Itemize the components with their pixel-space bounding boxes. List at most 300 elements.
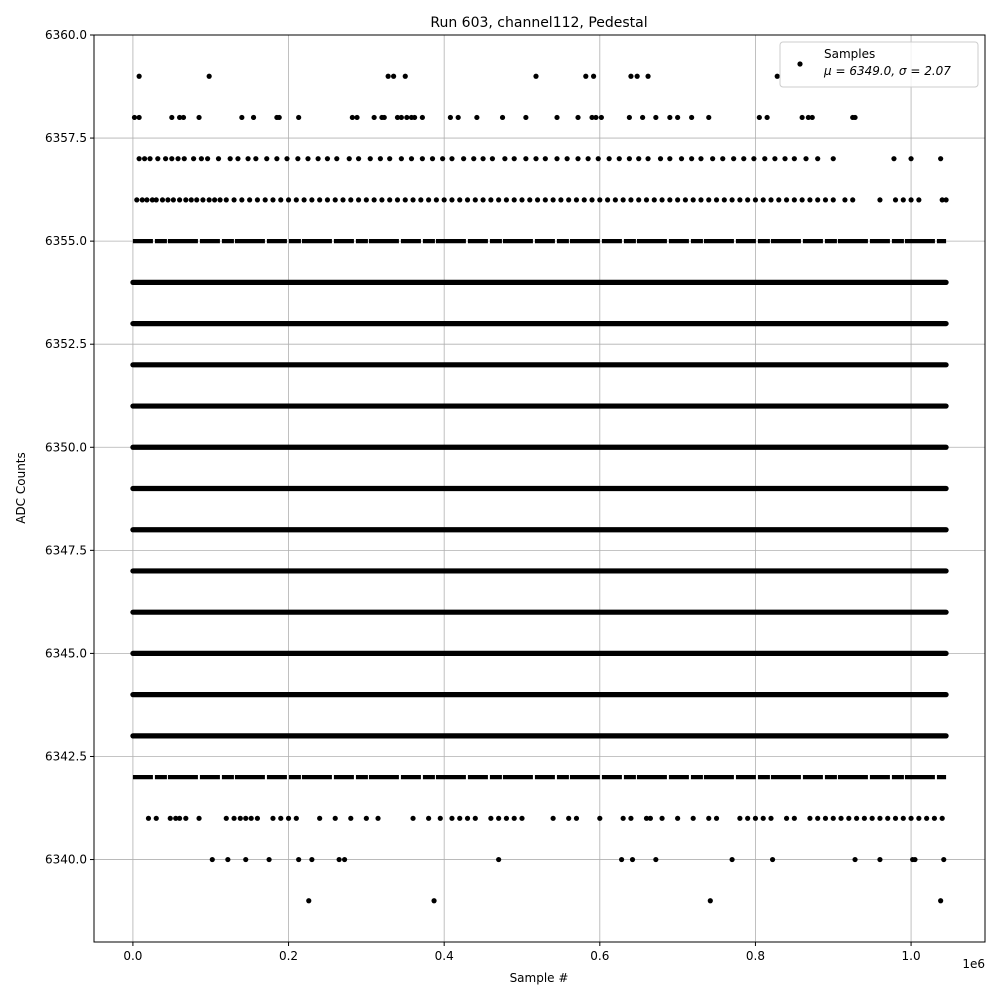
scatter-point: [356, 197, 361, 202]
scatter-point: [270, 816, 275, 821]
scatter-point: [165, 197, 170, 202]
scatter-point: [852, 857, 857, 862]
scatter-point: [350, 115, 355, 120]
scatter-point: [181, 115, 186, 120]
scatter-point: [543, 156, 548, 161]
scatter-point: [708, 898, 713, 903]
scatter-point: [217, 197, 222, 202]
scatter-point: [182, 156, 187, 161]
scatter-point: [597, 197, 602, 202]
scatter-point: [916, 816, 921, 821]
scatter-point: [640, 115, 645, 120]
scatter-point: [761, 816, 766, 821]
scatter-point: [784, 816, 789, 821]
scatter-point: [140, 197, 145, 202]
scatter-point: [412, 115, 417, 120]
scatter-point: [500, 115, 505, 120]
y-tick-label: 6340.0: [45, 852, 87, 867]
scatter-point: [901, 197, 906, 202]
scatter-point: [142, 156, 147, 161]
scatter-point: [296, 857, 301, 862]
scatter-point: [426, 197, 431, 202]
x-tick-label: 0.0: [123, 949, 143, 963]
scatter-point: [382, 115, 387, 120]
scatter-point: [368, 156, 373, 161]
scatter-point: [596, 156, 601, 161]
scatter-point: [264, 156, 269, 161]
scatter-point: [706, 816, 711, 821]
scatter-point: [309, 197, 314, 202]
scatter-point: [519, 816, 524, 821]
scatter-point: [199, 156, 204, 161]
scatter-point: [294, 816, 299, 821]
scatter-point: [333, 197, 338, 202]
scatter-point: [431, 898, 436, 903]
scatter-point: [644, 197, 649, 202]
scatter-point: [325, 156, 330, 161]
scatter-point: [908, 816, 913, 821]
scatter-point: [658, 156, 663, 161]
scatter-point: [776, 197, 781, 202]
scatter-point: [591, 74, 596, 79]
scatter-point: [325, 197, 330, 202]
scatter-point: [277, 115, 282, 120]
scatter-point: [775, 74, 780, 79]
scatter-point: [305, 156, 310, 161]
scatter-point: [762, 156, 767, 161]
scatter-point: [741, 156, 746, 161]
scatter-point: [753, 816, 758, 821]
scatter-point: [395, 197, 400, 202]
scatter-point: [554, 156, 559, 161]
scatter-point: [659, 197, 664, 202]
scatter-point: [706, 115, 711, 120]
scatter-point: [243, 816, 248, 821]
scatter-point: [488, 816, 493, 821]
scatter-point: [410, 816, 415, 821]
scatter-point: [243, 857, 248, 862]
scatter-point: [253, 156, 258, 161]
scatter-point: [266, 857, 271, 862]
scatter-point: [877, 197, 882, 202]
scatter-point: [792, 816, 797, 821]
scatter-point: [691, 197, 696, 202]
scatter-point: [231, 816, 236, 821]
scatter-point: [605, 197, 610, 202]
scatter-point: [191, 156, 196, 161]
scatter-point: [354, 115, 359, 120]
y-axis-label: ADC Counts: [14, 452, 28, 524]
scatter-point: [870, 816, 875, 821]
x-tick-label: 0.8: [745, 949, 765, 963]
scatter-point: [683, 197, 688, 202]
scatter-point: [348, 197, 353, 202]
scatter-point: [691, 816, 696, 821]
scatter-point: [286, 197, 291, 202]
scatter-point: [815, 156, 820, 161]
scatter-point: [877, 857, 882, 862]
scatter-point: [770, 857, 775, 862]
scatter-point: [177, 197, 182, 202]
scatter-point: [438, 816, 443, 821]
scatter-point: [722, 197, 727, 202]
scatter-point: [912, 857, 917, 862]
scatter-point: [426, 816, 431, 821]
scatter-point: [714, 197, 719, 202]
scatter-point: [387, 156, 392, 161]
scatter-point: [348, 816, 353, 821]
scatter-point: [375, 816, 380, 821]
scatter-point: [387, 197, 392, 202]
scatter-point: [302, 197, 307, 202]
scatter-point: [409, 156, 414, 161]
scatter-point: [137, 74, 142, 79]
scatter-point: [523, 115, 528, 120]
scatter-point: [784, 197, 789, 202]
scatter-point: [877, 816, 882, 821]
scatter-point: [255, 816, 260, 821]
scatter-point: [745, 197, 750, 202]
scatter-point: [175, 156, 180, 161]
scatter-point: [558, 197, 563, 202]
scatter-point: [496, 816, 501, 821]
scatter-point: [523, 156, 528, 161]
scatter-point: [621, 816, 626, 821]
x-tick-label: 0.2: [278, 949, 299, 963]
y-tick-label: 6345.0: [45, 646, 87, 661]
scatter-point: [575, 156, 580, 161]
scatter-point: [449, 156, 454, 161]
scatter-point: [144, 197, 149, 202]
scatter-point: [519, 197, 524, 202]
scatter-point: [842, 197, 847, 202]
scatter-point: [379, 197, 384, 202]
legend-series-name: Samples: [824, 47, 876, 61]
scatter-point: [442, 197, 447, 202]
scatter-point: [582, 197, 587, 202]
scatter-point: [205, 156, 210, 161]
scatter-point: [316, 156, 321, 161]
scatter-point: [586, 156, 591, 161]
scatter-point: [823, 816, 828, 821]
scatter-point: [372, 115, 377, 120]
scatter-point: [667, 197, 672, 202]
scatter-point: [850, 197, 855, 202]
scatter-point: [943, 197, 948, 202]
scatter-point: [566, 197, 571, 202]
scatter-point: [247, 197, 252, 202]
scatter-point: [364, 816, 369, 821]
scatter-point: [761, 197, 766, 202]
scatter-point: [757, 115, 762, 120]
scatter-point: [619, 857, 624, 862]
scatter-point: [675, 197, 680, 202]
scatter-point: [480, 197, 485, 202]
scatter-point: [132, 115, 137, 120]
scatter-point: [792, 156, 797, 161]
scatter-point: [255, 197, 260, 202]
scatter-point: [386, 74, 391, 79]
scatter-point: [364, 197, 369, 202]
scatter-point: [807, 816, 812, 821]
scatter-point: [420, 115, 425, 120]
scatter-point: [648, 816, 653, 821]
scatter-point: [177, 816, 182, 821]
scatter-point: [800, 115, 805, 120]
scatter-point: [504, 197, 509, 202]
scatter-point: [434, 197, 439, 202]
y-tick-label: 6360.0: [45, 28, 87, 42]
scatter-point: [737, 197, 742, 202]
scatter-point: [574, 197, 579, 202]
scatter-point: [753, 197, 758, 202]
scatter-point: [189, 197, 194, 202]
scatter-point: [169, 115, 174, 120]
scatter-point: [831, 197, 836, 202]
scatter-point: [628, 816, 633, 821]
legend-series-stat: μ = 6349.0, σ = 2.07: [824, 64, 951, 78]
scatter-point: [862, 816, 867, 821]
scatter-point: [627, 156, 632, 161]
scatter-point: [263, 197, 268, 202]
scatter-point: [306, 898, 311, 903]
scatter-point: [613, 197, 618, 202]
scatter-point: [607, 156, 612, 161]
scatter-point: [196, 816, 201, 821]
scatter-point: [527, 197, 532, 202]
scatter-point: [617, 156, 622, 161]
scatter-point: [575, 115, 580, 120]
scatter-point: [278, 816, 283, 821]
scatter-point: [228, 156, 233, 161]
scatter-point: [831, 816, 836, 821]
scatter-point: [645, 156, 650, 161]
scatter-point: [621, 197, 626, 202]
scatter-point: [284, 156, 289, 161]
scatter-point: [710, 156, 715, 161]
scatter-point: [803, 156, 808, 161]
scatter-point: [134, 197, 139, 202]
scatter-point: [706, 197, 711, 202]
scatter-point: [418, 197, 423, 202]
scatter-point: [473, 816, 478, 821]
scatter-point: [471, 156, 476, 161]
scatter-point: [653, 115, 658, 120]
scatter-point: [399, 115, 404, 120]
scatter-point: [137, 156, 142, 161]
scatter-point: [448, 115, 453, 120]
scatter-point: [317, 816, 322, 821]
scatter-point: [155, 156, 160, 161]
scatter-point: [502, 156, 507, 161]
scatter-point: [317, 197, 322, 202]
scatter-point: [908, 197, 913, 202]
scatter-point: [465, 197, 470, 202]
scatter-point: [729, 197, 734, 202]
scatter-point: [410, 197, 415, 202]
scatter-point: [751, 156, 756, 161]
scatter-point: [908, 156, 913, 161]
scatter-point: [885, 816, 890, 821]
scatter-point: [729, 857, 734, 862]
scatter-point: [551, 197, 556, 202]
scatter-point: [938, 156, 943, 161]
scatter-point: [659, 816, 664, 821]
scatter-point: [891, 156, 896, 161]
scatter-point: [347, 156, 352, 161]
scatter-point: [737, 816, 742, 821]
y-tick-label: 6347.5: [45, 543, 87, 558]
scatter-point: [852, 115, 857, 120]
scatter-point: [334, 156, 339, 161]
legend-marker: [797, 61, 802, 66]
scatter-point: [449, 197, 454, 202]
scatter-point: [216, 156, 221, 161]
scatter-point: [512, 156, 517, 161]
scatter-point: [224, 197, 229, 202]
scatter-point: [543, 197, 548, 202]
scatter-point: [535, 197, 540, 202]
scatter-point: [941, 857, 946, 862]
scatter-point: [337, 857, 342, 862]
scatter-point: [137, 115, 142, 120]
scatter-point: [225, 857, 230, 862]
scatter-point: [270, 197, 275, 202]
scatter-point: [238, 816, 243, 821]
scatter-point: [565, 156, 570, 161]
scatter-point: [714, 816, 719, 821]
x-tick-label: 1.0: [901, 949, 921, 963]
scatter-point: [698, 156, 703, 161]
scatter-point: [566, 816, 571, 821]
scatter-point: [183, 197, 188, 202]
scatter-point: [274, 156, 279, 161]
scatter-point: [846, 816, 851, 821]
scatter-point: [745, 816, 750, 821]
scatter-point: [720, 156, 725, 161]
scatter-point: [196, 115, 201, 120]
scatter-point: [583, 74, 588, 79]
scatter-point: [295, 156, 300, 161]
scatter-point: [212, 197, 217, 202]
scatter-point: [200, 197, 205, 202]
scatter-point: [235, 156, 240, 161]
scatter-point: [372, 197, 377, 202]
scatter-point: [420, 156, 425, 161]
scatter-point: [496, 857, 501, 862]
scatter-point: [296, 115, 301, 120]
scatter-point: [810, 115, 815, 120]
scatter-point: [457, 197, 462, 202]
scatter-point: [294, 197, 299, 202]
scatter-point: [599, 115, 604, 120]
scatter-point: [940, 816, 945, 821]
scatter-point: [251, 115, 256, 120]
scatter-point: [239, 115, 244, 120]
scatter-point: [636, 156, 641, 161]
scatter-point: [403, 74, 408, 79]
scatter-point: [854, 816, 859, 821]
scatter-point: [473, 197, 478, 202]
scatter-point: [635, 74, 640, 79]
scatter-point: [154, 197, 159, 202]
scatter-point: [207, 197, 212, 202]
scatter-point: [465, 816, 470, 821]
scatter-point: [731, 156, 736, 161]
scatter-point: [403, 197, 408, 202]
scatter-point: [675, 816, 680, 821]
scatter-point: [391, 74, 396, 79]
scatter-point: [533, 74, 538, 79]
scatter-point: [224, 816, 229, 821]
scatter-point: [488, 197, 493, 202]
scatter-point: [449, 816, 454, 821]
y-tick-label: 6352.5: [45, 337, 87, 352]
scatter-point: [628, 197, 633, 202]
scatter-point: [893, 197, 898, 202]
scatter-point: [169, 156, 174, 161]
scatter-point: [782, 156, 787, 161]
scatter-point: [916, 197, 921, 202]
scatter-point: [679, 156, 684, 161]
scatter-point: [378, 156, 383, 161]
scatter-point: [430, 156, 435, 161]
scatter-point: [901, 816, 906, 821]
scatter-point: [147, 156, 152, 161]
scatter-point: [356, 156, 361, 161]
scatter-point: [210, 857, 215, 862]
scatter-point: [924, 816, 929, 821]
scatter-point: [645, 74, 650, 79]
y-tick-label: 6342.5: [45, 749, 87, 764]
scatter-point: [628, 74, 633, 79]
y-tick-label: 6357.5: [45, 131, 87, 146]
scatter-point: [231, 197, 236, 202]
scatter-point: [278, 197, 283, 202]
scatter-point: [333, 816, 338, 821]
scatter-point: [456, 115, 461, 120]
scatter-point: [399, 156, 404, 161]
scatter-point: [309, 857, 314, 862]
scatter-point: [768, 816, 773, 821]
scatter-point: [171, 197, 176, 202]
x-tick-label: 0.6: [590, 949, 610, 963]
scatter-point: [815, 197, 820, 202]
scatter-point: [792, 197, 797, 202]
y-tick-label: 6355.0: [45, 234, 87, 249]
scatter-point: [823, 197, 828, 202]
scatter-point: [689, 115, 694, 120]
scatter-point: [838, 816, 843, 821]
scatter-point: [286, 816, 291, 821]
scatter-point: [504, 816, 509, 821]
scatter-point: [593, 115, 598, 120]
x-axis-offset-label: 1e6: [962, 957, 985, 971]
scatter-point: [146, 816, 151, 821]
x-tick-label: 0.4: [434, 949, 454, 963]
x-axis-label: Sample #: [509, 971, 569, 985]
scatter-point: [461, 156, 466, 161]
scatter-point: [768, 197, 773, 202]
scatter-point: [765, 115, 770, 120]
scatter-point: [551, 816, 556, 821]
scatter-point: [440, 156, 445, 161]
scatter-point: [480, 156, 485, 161]
scatter-point: [154, 816, 159, 821]
scatter-point: [160, 197, 165, 202]
scatter-point: [207, 74, 212, 79]
scatter-point: [630, 857, 635, 862]
